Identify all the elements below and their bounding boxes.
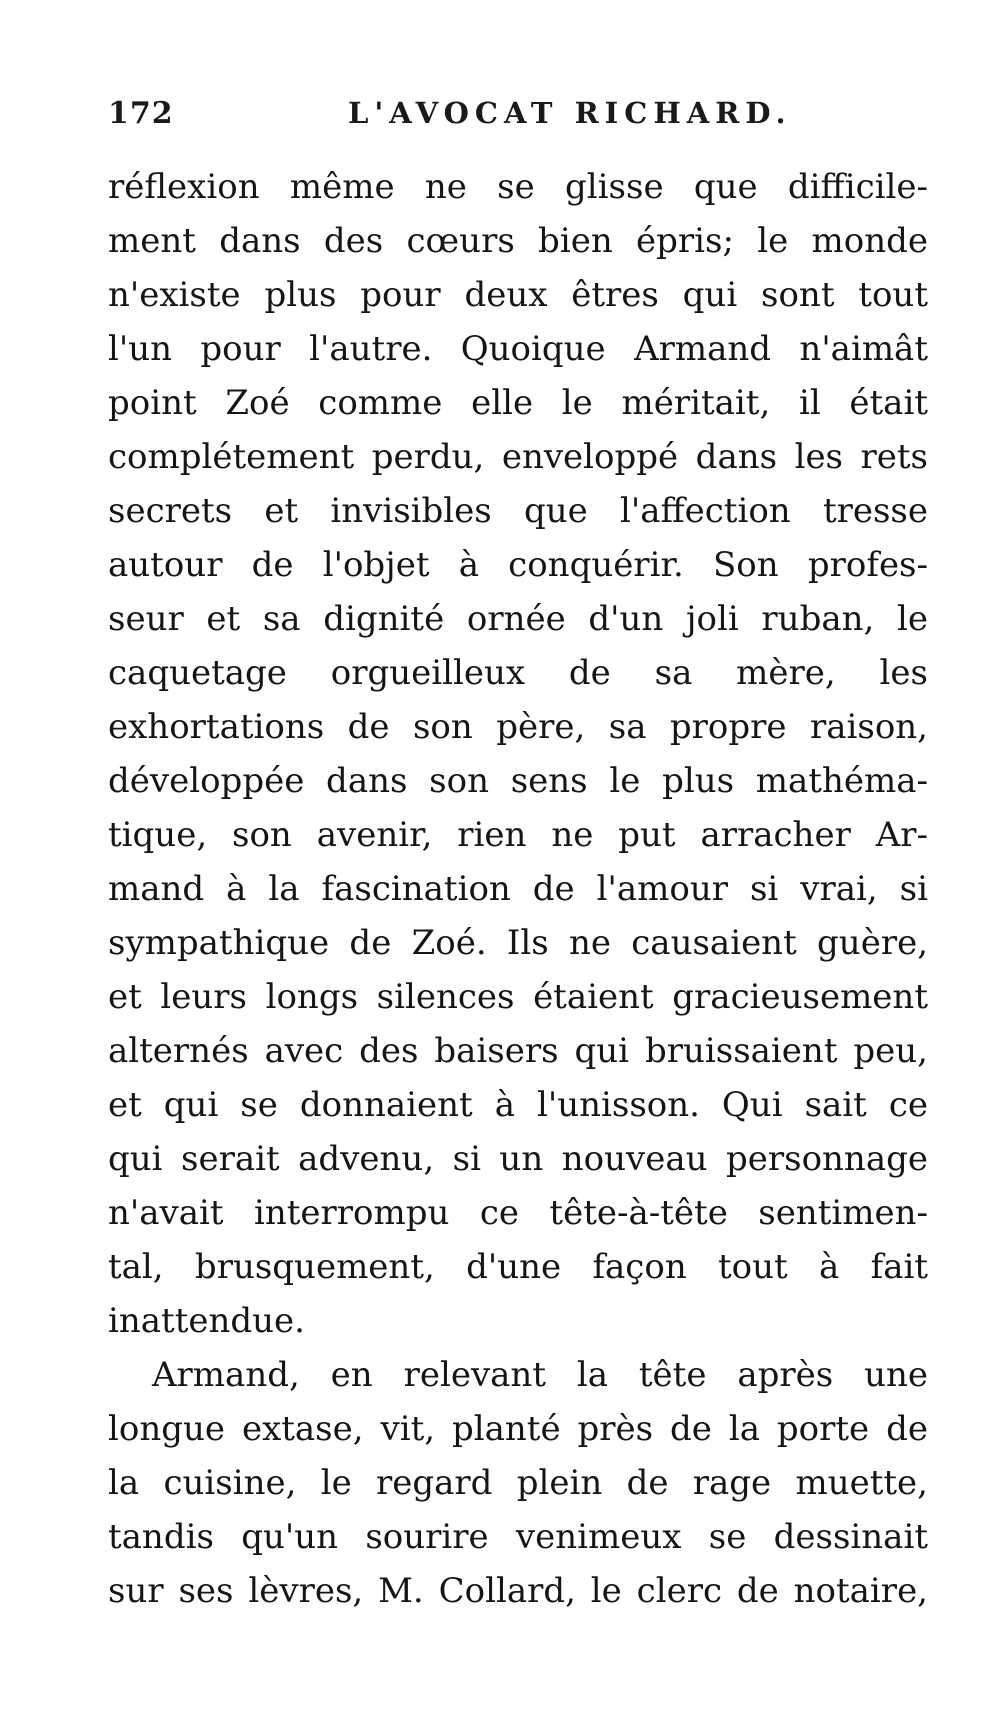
paragraph-2 [108,1348,928,1618]
running-title: L'AVOCAT RICHARD. [348,96,792,130]
text-line: développée dans son sens le plus mathéma- [108,761,928,801]
text-line: alternés avec des baisers qui bruissaient peu, [108,1031,928,1071]
text-line: réflexion même ne se glisse que difficile- [108,167,928,207]
text-line: inattendue. [108,1301,305,1341]
text-line: tandis qu'un sourire venimeux se dessinait [108,1517,928,1557]
page-number: 172 [108,96,174,131]
text-line: exhortations de son père, sa propre raison, [108,707,928,747]
text-line: mand à la fascination de l'amour si vrai, si [108,869,928,909]
text-line: complétement perdu, enveloppé dans les rets [108,437,928,477]
text-line: secrets et invisibles que l'affection tresse [108,491,928,531]
text-line: autour de l'objet à conquérir. Son profes- [108,545,928,585]
text-line: n'existe plus pour deux êtres qui sont tout [108,275,928,315]
text-line: longue extase, vit, planté près de la porte de [108,1409,928,1449]
text-line: sympathique de Zoé. Ils ne causaient guère, [108,923,928,963]
text-line: la cuisine, le regard plein de rage muette, [108,1463,928,1503]
text-line: ment dans des cœurs bien épris; le monde [108,221,928,261]
text-line: seur et sa dignité ornée d'un joli ruban, le [108,599,928,639]
text-line: qui serait advenu, si un nouveau personnage [108,1139,928,1179]
text-line: Armand, en relevant la tête après une [152,1355,928,1395]
body-text [108,160,928,1618]
text-line: et leurs longs silences étaient gracieusement [108,977,928,1017]
text-line: tal, brusquement, d'une façon tout à fait [108,1247,928,1287]
paragraph-1 [108,160,928,1348]
text-line: sur ses lèvres, M. Collard, le clerc de notaire, [108,1571,928,1611]
text-line: l'un pour l'autre. Quoique Armand n'aimât [108,329,928,369]
text-line: n'avait interrompu ce tête-à-tête sentimen- [108,1193,928,1233]
text-line: tique, son avenir, rien ne put arracher Ar- [108,815,928,855]
text-line: et qui se donnaient à l'unisson. Qui sait ce [108,1085,928,1125]
text-line: caquetage orgueilleux de sa mère, les [108,653,928,693]
text-line: point Zoé comme elle le méritait, il était [108,383,928,423]
running-header [108,96,928,136]
